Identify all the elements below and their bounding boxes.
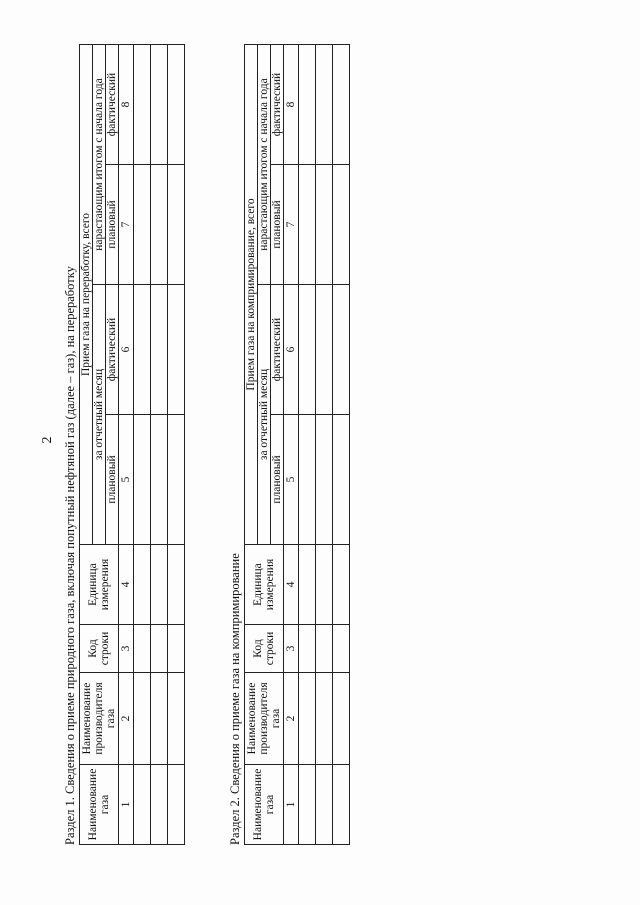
table-cell[interactable] bbox=[134, 415, 151, 545]
header-month: за отчетный месяц bbox=[93, 285, 106, 545]
table-cell[interactable] bbox=[168, 415, 185, 545]
table-cell[interactable] bbox=[134, 45, 151, 165]
table-cell[interactable] bbox=[168, 625, 185, 673]
header-producer: Наименование производителя газа bbox=[245, 673, 284, 765]
header-ytd-planned: плановый bbox=[106, 165, 119, 285]
column-number: 5 bbox=[284, 415, 299, 545]
table-row bbox=[299, 45, 316, 845]
table-cell[interactable] bbox=[168, 765, 185, 845]
table-row bbox=[151, 45, 168, 845]
column-number: 2 bbox=[119, 673, 134, 765]
table-cell[interactable] bbox=[299, 285, 316, 415]
table-cell[interactable] bbox=[299, 625, 316, 673]
table-cell[interactable] bbox=[134, 285, 151, 415]
table-cell[interactable] bbox=[151, 285, 168, 415]
header-unit: Единица измерения bbox=[80, 545, 119, 625]
table-cell[interactable] bbox=[168, 285, 185, 415]
table-cell[interactable] bbox=[333, 673, 350, 765]
section-2 bbox=[228, 45, 350, 845]
table-cell[interactable] bbox=[299, 165, 316, 285]
column-number: 3 bbox=[284, 625, 299, 673]
header-ytd-planned: плановый bbox=[271, 165, 284, 285]
table-cell[interactable] bbox=[151, 415, 168, 545]
header-ytd: нарастающим итогом с начала года bbox=[258, 45, 271, 285]
table-cell[interactable] bbox=[151, 545, 168, 625]
column-number: 4 bbox=[284, 545, 299, 625]
section-1 bbox=[63, 45, 185, 845]
table-row bbox=[168, 45, 185, 845]
header-ytd-actual: фактический bbox=[271, 45, 284, 165]
header-unit: Единица измерения bbox=[245, 545, 284, 625]
table-cell[interactable] bbox=[316, 285, 333, 415]
section-2-table bbox=[244, 44, 350, 845]
table-cell[interactable] bbox=[316, 415, 333, 545]
column-number-row bbox=[119, 45, 134, 845]
column-number: 8 bbox=[119, 45, 134, 165]
table-cell[interactable] bbox=[316, 673, 333, 765]
table-cell[interactable] bbox=[299, 545, 316, 625]
table-cell[interactable] bbox=[151, 673, 168, 765]
table-cell[interactable] bbox=[151, 165, 168, 285]
column-number: 6 bbox=[119, 285, 134, 415]
column-number: 1 bbox=[284, 765, 299, 845]
column-number: 5 bbox=[119, 415, 134, 545]
table-cell[interactable] bbox=[333, 765, 350, 845]
page-number: 2 bbox=[40, 436, 55, 444]
header-month: за отчетный месяц bbox=[258, 285, 271, 545]
header-month-planned: плановый bbox=[271, 415, 284, 545]
table-cell[interactable] bbox=[168, 165, 185, 285]
table-cell[interactable] bbox=[299, 765, 316, 845]
table-cell[interactable] bbox=[316, 45, 333, 165]
table-cell[interactable] bbox=[316, 625, 333, 673]
table-cell[interactable] bbox=[134, 165, 151, 285]
table-cell[interactable] bbox=[168, 545, 185, 625]
table-cell[interactable] bbox=[168, 45, 185, 165]
table-cell[interactable] bbox=[333, 545, 350, 625]
section-2-title: Раздел 2. Сведения о приеме газа на компримирование bbox=[228, 553, 242, 845]
table-cell[interactable] bbox=[134, 545, 151, 625]
column-number: 2 bbox=[284, 673, 299, 765]
table-cell[interactable] bbox=[333, 45, 350, 165]
column-number: 4 bbox=[119, 545, 134, 625]
header-group: Прием газа на переработку, всего bbox=[80, 45, 93, 545]
header-row-1 bbox=[245, 45, 258, 845]
table-cell[interactable] bbox=[151, 765, 168, 845]
header-month-actual: фактический bbox=[271, 285, 284, 415]
section-1-table bbox=[79, 44, 185, 845]
table-cell[interactable] bbox=[151, 45, 168, 165]
header-gas-name: Наименование газа bbox=[80, 765, 119, 845]
column-number: 3 bbox=[119, 625, 134, 673]
header-month-planned: плановый bbox=[106, 415, 119, 545]
column-number: 6 bbox=[284, 285, 299, 415]
table-cell[interactable] bbox=[134, 765, 151, 845]
header-gas-name: Наименование газа bbox=[245, 765, 284, 845]
table-cell[interactable] bbox=[299, 45, 316, 165]
table-row bbox=[333, 45, 350, 845]
column-number: 1 bbox=[119, 765, 134, 845]
table-cell[interactable] bbox=[333, 415, 350, 545]
table-cell[interactable] bbox=[316, 765, 333, 845]
table-cell[interactable] bbox=[333, 165, 350, 285]
section-1-title: Раздел 1. Сведения о приеме природного газа, включая попутный нефтяной газ (далее – газ), на переработку bbox=[63, 266, 77, 845]
table-cell[interactable] bbox=[333, 625, 350, 673]
table-cell[interactable] bbox=[134, 673, 151, 765]
table-cell[interactable] bbox=[333, 285, 350, 415]
table-cell[interactable] bbox=[151, 625, 168, 673]
column-number: 7 bbox=[119, 165, 134, 285]
header-group: Прием газа на компримирование, всего bbox=[245, 45, 258, 545]
table-cell[interactable] bbox=[134, 625, 151, 673]
column-number-row bbox=[284, 45, 299, 845]
header-row-code: Код строки bbox=[245, 625, 284, 673]
table-cell[interactable] bbox=[168, 673, 185, 765]
table-cell[interactable] bbox=[299, 673, 316, 765]
header-ytd: нарастающим итогом с начала года bbox=[93, 45, 106, 285]
header-row-code: Код строки bbox=[80, 625, 119, 673]
column-number: 7 bbox=[284, 165, 299, 285]
header-month-actual: фактический bbox=[106, 285, 119, 415]
table-cell[interactable] bbox=[299, 415, 316, 545]
table-cell[interactable] bbox=[316, 545, 333, 625]
table-cell[interactable] bbox=[316, 165, 333, 285]
header-producer: Наименование производителя газа bbox=[80, 673, 119, 765]
column-number: 8 bbox=[284, 45, 299, 165]
table-row bbox=[134, 45, 151, 845]
header-ytd-actual: фактический bbox=[106, 45, 119, 165]
table-row bbox=[316, 45, 333, 845]
header-row-1 bbox=[80, 45, 93, 845]
